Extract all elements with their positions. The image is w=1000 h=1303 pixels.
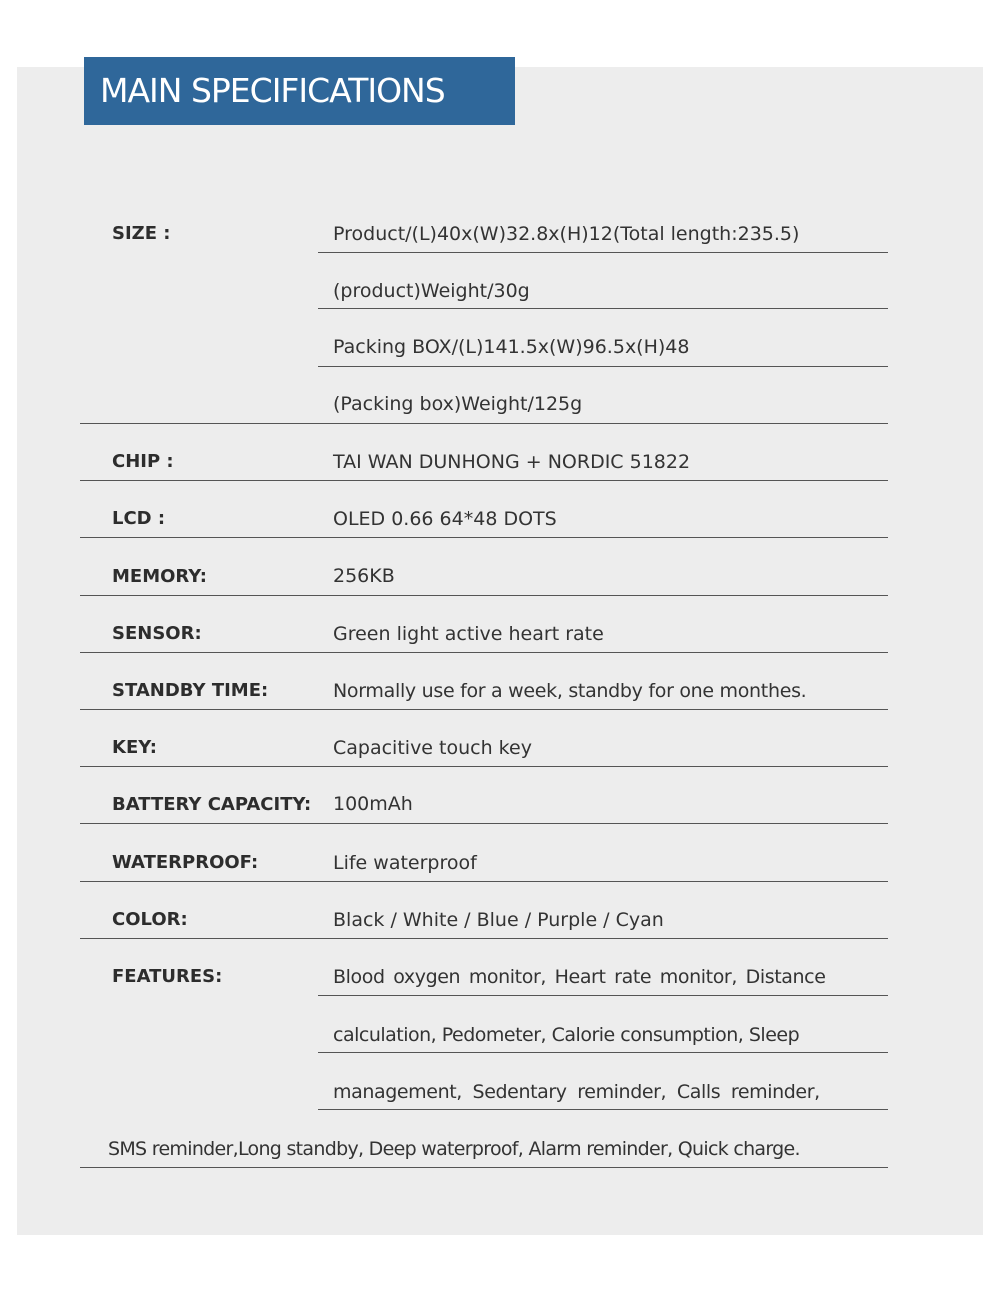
size-label: SIZE :: [112, 223, 171, 244]
divider: [80, 881, 888, 882]
chip-label: CHIP :: [112, 451, 174, 472]
divider: [80, 537, 888, 538]
battery-label: BATTERY CAPACITY:: [112, 794, 312, 815]
divider: [80, 595, 888, 596]
waterproof-label: WATERPROOF:: [112, 852, 259, 873]
lcd-label: LCD :: [112, 508, 166, 529]
waterproof-value: Life waterproof: [333, 852, 477, 874]
features-line-1: Blood oxygen monitor, Heart rate monitor, Distance: [333, 966, 826, 988]
size-box-dimensions: Packing BOX/(L)141.5x(W)96.5x(H)48: [333, 336, 690, 358]
key-label: KEY:: [112, 737, 157, 758]
size-product-dimensions: Product/(L)40x(W)32.8x(H)12(Total length:235.5): [333, 223, 800, 245]
battery-value: 100mAh: [333, 793, 413, 815]
memory-label: MEMORY:: [112, 566, 207, 587]
size-product-weight: (product)Weight/30g: [333, 280, 530, 302]
memory-value: 256KB: [333, 565, 395, 587]
features-line-2: calculation, Pedometer, Calorie consumption, Sleep: [333, 1024, 800, 1046]
divider: [318, 1109, 888, 1110]
divider: [80, 480, 888, 481]
features-line-4: SMS reminder,Long standby, Deep waterproof, Alarm reminder, Quick charge.: [108, 1138, 800, 1160]
chip-value: TAI WAN DUNHONG + NORDIC 51822: [333, 451, 691, 473]
lcd-value: OLED 0.66 64*48 DOTS: [333, 508, 557, 530]
sensor-value: Green light active heart rate: [333, 623, 604, 645]
divider: [80, 423, 888, 424]
standby-label: STANDBY TIME:: [112, 680, 269, 701]
divider: [318, 252, 888, 253]
divider: [80, 938, 888, 939]
divider: [318, 995, 888, 996]
sensor-label: SENSOR:: [112, 623, 202, 644]
divider: [318, 366, 888, 367]
divider: [80, 1167, 888, 1168]
divider: [80, 652, 888, 653]
key-value: Capacitive touch key: [333, 737, 532, 759]
color-label: COLOR:: [112, 909, 188, 930]
color-value: Black / White / Blue / Purple / Cyan: [333, 909, 664, 931]
divider: [80, 823, 888, 824]
page-title: MAIN SPECIFICATIONS: [84, 57, 515, 125]
divider: [318, 308, 888, 309]
features-label: FEATURES:: [112, 966, 223, 987]
standby-value: Normally use for a week, standby for one monthes.: [333, 680, 807, 702]
divider: [318, 1052, 888, 1053]
size-box-weight: (Packing box)Weight/125g: [333, 393, 583, 415]
features-line-3: management, Sedentary reminder, Calls reminder,: [333, 1081, 820, 1103]
divider: [80, 766, 888, 767]
divider: [80, 709, 888, 710]
